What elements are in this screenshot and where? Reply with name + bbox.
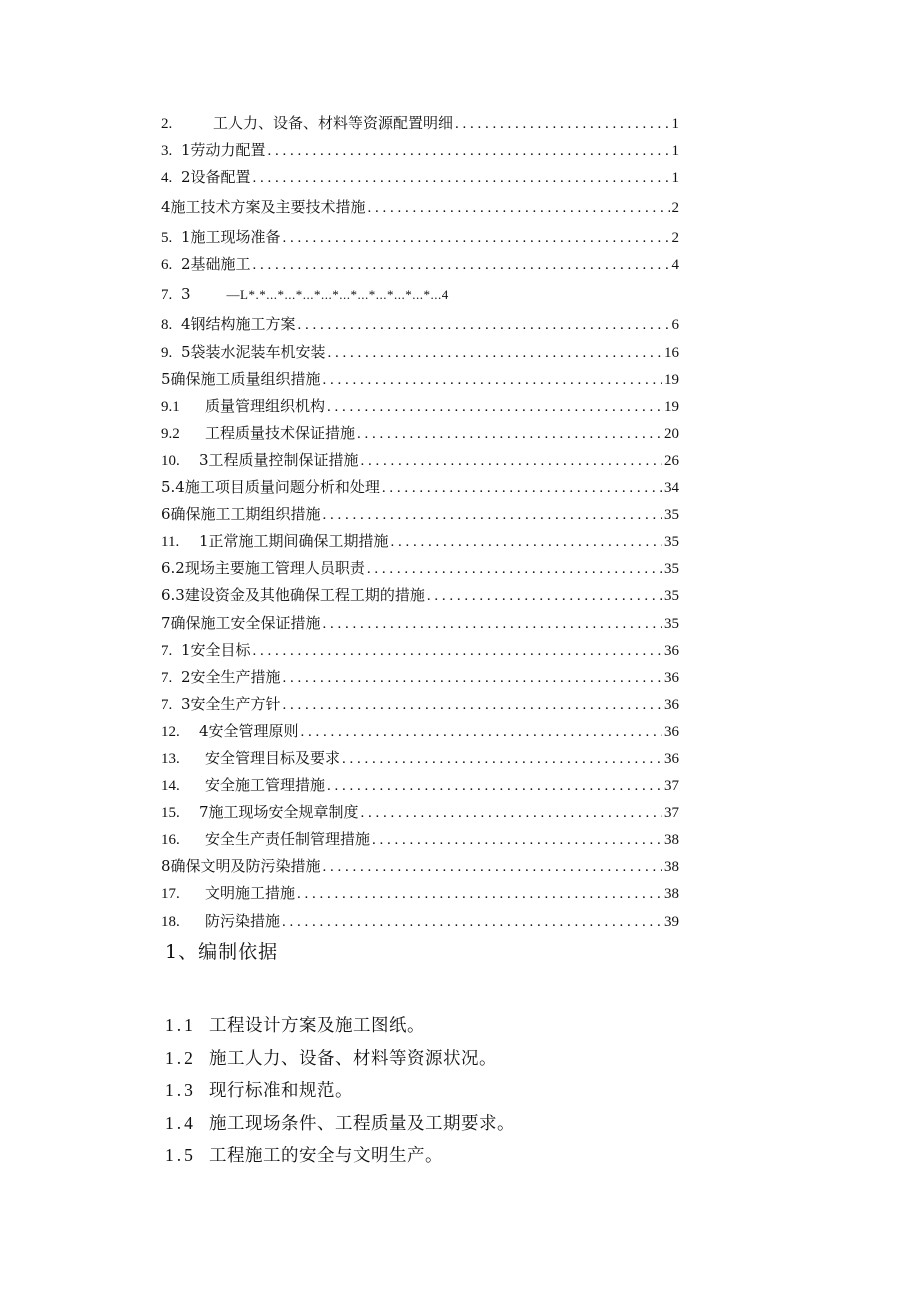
toc-entry-page-number: 19 xyxy=(664,371,679,388)
toc-dot-leader xyxy=(298,312,670,339)
toc-dot-leader xyxy=(327,773,662,800)
toc-entry[interactable] xyxy=(161,278,679,311)
toc-entry[interactable] xyxy=(161,191,679,224)
toc-dot-leader xyxy=(372,827,662,854)
toc-dot-leader xyxy=(357,421,662,448)
toc-entry-number: 7. xyxy=(161,696,173,713)
toc-entry-page-number: 35 xyxy=(664,561,679,578)
toc-entry-title: 1安全目标 xyxy=(181,640,251,659)
basis-item xyxy=(165,1074,515,1107)
toc-entry-number: 3. xyxy=(161,143,173,160)
basis-item xyxy=(165,1107,515,1140)
toc-entry[interactable] xyxy=(161,447,679,474)
toc-dot-leader xyxy=(323,611,662,638)
toc-entry-number: 5. xyxy=(161,230,173,247)
toc-entry-page-number: 38 xyxy=(664,859,679,876)
toc-entry-title: 6确保施工工期组织措施 xyxy=(161,505,321,524)
toc-entry-page-number: 34 xyxy=(664,480,679,497)
toc-entry-page-number: 26 xyxy=(664,452,679,469)
toc-entry[interactable] xyxy=(161,311,679,338)
toc-dot-leader xyxy=(342,746,662,773)
toc-entry-page-number: 35 xyxy=(664,534,679,551)
toc-entry[interactable] xyxy=(161,664,679,691)
toc-entry[interactable] xyxy=(161,853,679,880)
toc-entry-page-number: 35 xyxy=(664,507,679,524)
toc-entry-page-number: 36 xyxy=(664,723,679,740)
toc-entry[interactable] xyxy=(161,366,679,393)
toc-entry-title: 4钢结构施工方案 xyxy=(181,315,296,334)
toc-entry-number: 9.1 xyxy=(161,398,180,415)
toc-entry-page-number: 20 xyxy=(664,425,679,442)
toc-entry[interactable] xyxy=(161,224,679,251)
toc-dot-leader xyxy=(361,800,662,827)
toc-entry-number: 16. xyxy=(161,832,180,849)
toc-dot-leader xyxy=(323,502,662,529)
toc-dot-leader xyxy=(253,165,670,192)
toc-entry-title: 3安全生产方针 xyxy=(181,694,281,713)
toc-dot-leader xyxy=(283,692,662,719)
toc-entry[interactable] xyxy=(161,718,679,745)
toc-entry-number: 7. xyxy=(161,287,173,304)
toc-entry[interactable] xyxy=(161,880,679,907)
toc-entry-number: 7. xyxy=(161,642,173,659)
toc-entry[interactable] xyxy=(161,164,679,191)
toc-entry-number: 18. xyxy=(161,913,180,930)
toc-entry-title: 5.4施工项目质量问题分析和处理 xyxy=(161,478,380,497)
toc-entry[interactable] xyxy=(161,393,679,420)
toc-entry-garbled-leader: —L*.*...*...*...*...*...*...*...*...*...*...4 xyxy=(226,287,449,303)
toc-entry-number: 17. xyxy=(161,886,180,903)
toc-entry-page-number: 2 xyxy=(671,200,679,217)
toc-entry-page-number: 36 xyxy=(664,669,679,686)
toc-entry-page-number: 6 xyxy=(671,317,679,334)
toc-entry-page-number: 35 xyxy=(664,615,679,632)
toc-entry[interactable] xyxy=(161,610,679,637)
basis-item-number: 1.2 xyxy=(165,1047,196,1068)
toc-entry-page-number: 36 xyxy=(664,642,679,659)
basis-item-number: 1.4 xyxy=(165,1112,196,1133)
toc-entry-page-number: 1 xyxy=(671,116,679,132)
basis-item-text: 工程设计方案及施工图纸。 xyxy=(209,1016,425,1036)
toc-entry-page-number: 2 xyxy=(671,230,679,247)
toc-dot-leader xyxy=(327,394,662,421)
toc-entry[interactable] xyxy=(161,420,679,447)
toc-entry-title: 1劳动力配置 xyxy=(181,141,266,160)
toc-entry-page-number: 37 xyxy=(664,778,679,795)
toc-entry-title: 安全管理目标及要求 xyxy=(205,748,341,767)
toc-dot-leader xyxy=(283,665,662,692)
toc-entry-title: 1正常施工期间确保工期措施 xyxy=(199,532,389,551)
toc-entry[interactable] xyxy=(161,110,679,137)
toc-entry-title: 3工程质量控制保证措施 xyxy=(199,450,359,469)
toc-entry[interactable] xyxy=(161,637,679,664)
toc-entry-title: 6.3建设资金及其他确保工程工期的措施 xyxy=(161,586,425,605)
toc-entry-page-number: 36 xyxy=(664,696,679,713)
toc-entry-title: 防污染措施 xyxy=(205,911,281,930)
toc-entry-title: 文明施工措施 xyxy=(205,884,296,903)
toc-entry-page-number: 38 xyxy=(664,832,679,849)
toc-entry[interactable] xyxy=(161,691,679,718)
toc-entry[interactable] xyxy=(161,826,679,853)
toc-entry-number: 13. xyxy=(161,750,180,767)
toc-entry-page-number: 35 xyxy=(664,588,679,605)
toc-entry[interactable] xyxy=(161,137,679,164)
toc-dot-leader xyxy=(297,881,662,908)
basis-item-text: 现行标准和规范。 xyxy=(209,1081,353,1102)
toc-entry-title: 安全施工管理措施 xyxy=(205,776,326,795)
toc-entry-number: 9.2 xyxy=(161,425,180,442)
toc-entry[interactable] xyxy=(161,474,679,501)
toc-entry[interactable] xyxy=(161,582,679,609)
toc-entry[interactable] xyxy=(161,528,679,555)
compilation-basis-list xyxy=(165,1009,515,1172)
toc-entry-title: 7施工现场安全规章制度 xyxy=(199,803,359,822)
toc-entry-title: 工程质量技术保证措施 xyxy=(205,423,356,442)
toc-entry-title: 3 xyxy=(181,285,191,304)
toc-dot-leader xyxy=(427,583,662,610)
toc-entry-number: 8. xyxy=(161,317,173,334)
toc-entry-number: 9. xyxy=(161,344,173,361)
toc-entry-page-number: 4 xyxy=(671,257,679,274)
toc-entry-number: 14. xyxy=(161,778,180,795)
toc-entry[interactable] xyxy=(161,555,679,582)
toc-entry-page-number: 1 xyxy=(671,143,679,160)
basis-item-text: 工程施工的安全与文明生产。 xyxy=(209,1146,443,1167)
toc-entry-title: 5确保施工质量组织措施 xyxy=(161,369,321,388)
toc-dot-leader xyxy=(268,138,670,165)
toc-dot-leader xyxy=(282,909,662,936)
toc-entry-title: 质量管理组织机构 xyxy=(205,396,326,415)
toc-dot-leader xyxy=(253,252,670,279)
toc-entry-title: 8确保文明及防污染措施 xyxy=(161,857,321,876)
toc-entry-page-number: 37 xyxy=(664,805,679,822)
toc-entry-page-number: 19 xyxy=(664,398,679,415)
toc-entry-number: 12. xyxy=(161,723,180,740)
toc-entry-number: 4. xyxy=(161,170,173,187)
toc-dot-leader xyxy=(391,529,662,556)
toc-entry[interactable] xyxy=(161,339,679,366)
toc-entry-title: 安全生产责任制管理措施 xyxy=(205,830,371,849)
toc-entry[interactable] xyxy=(161,908,679,935)
toc-entry-page-number: 38 xyxy=(664,886,679,903)
toc-entry-page-number: 16 xyxy=(664,344,679,361)
basis-item xyxy=(165,1009,515,1042)
basis-item-text: 施工人力、设备、材料等资源状况。 xyxy=(209,1048,497,1069)
toc-entry-page-number: 39 xyxy=(664,913,679,930)
basis-item xyxy=(165,1139,515,1172)
toc-entry-title: 6.2现场主要施工管理人员职责 xyxy=(161,559,365,578)
toc-entry-page-number: 1 xyxy=(671,170,679,187)
toc-entry-number: 7. xyxy=(161,669,173,686)
toc-dot-leader xyxy=(361,448,662,475)
toc-dot-leader xyxy=(368,192,670,225)
toc-entry-title: 4施工技术方案及主要技术措施 xyxy=(161,198,366,217)
toc-dot-leader xyxy=(367,556,662,583)
toc-entry-title: 4安全管理原则 xyxy=(199,721,299,740)
toc-entry-number: 15. xyxy=(161,805,180,822)
basis-item xyxy=(165,1042,515,1075)
toc-entry[interactable] xyxy=(161,745,679,772)
basis-item-number: 1.3 xyxy=(165,1080,196,1101)
toc-entry-title: 5袋装水泥装车机安装 xyxy=(181,342,326,361)
toc-dot-leader xyxy=(455,111,669,138)
toc-entry-number: 6. xyxy=(161,257,173,274)
toc-dot-leader xyxy=(301,719,662,746)
toc-entry[interactable] xyxy=(161,251,679,278)
toc-entry-number: 10. xyxy=(161,452,180,469)
toc-entry[interactable] xyxy=(161,501,679,528)
toc-dot-leader xyxy=(323,367,662,394)
section-heading: 1、编制依据 xyxy=(165,941,279,963)
toc-dot-leader xyxy=(328,340,662,367)
toc-entry-number: 11. xyxy=(161,534,180,551)
toc-dot-leader xyxy=(283,225,670,252)
toc-entry-title: 1施工现场准备 xyxy=(181,228,281,247)
basis-item-number: 1.1 xyxy=(165,1015,196,1035)
toc-entry-title: 7确保施工安全保证措施 xyxy=(161,613,321,632)
basis-item-text: 施工现场条件、工程质量及工期要求。 xyxy=(209,1113,515,1134)
toc-entry-title: 2基础施工 xyxy=(181,255,251,274)
toc-entry-title: 工人力、设备、材料等资源配置明细 xyxy=(213,114,454,132)
toc-dot-leader xyxy=(382,475,662,502)
toc-entry-title: 2安全生产措施 xyxy=(181,667,281,686)
toc-dot-leader xyxy=(253,638,662,665)
toc-entry-page-number: 36 xyxy=(664,750,679,767)
basis-item-number: 1.5 xyxy=(165,1145,196,1166)
toc-entry[interactable] xyxy=(161,772,679,799)
toc-dot-leader xyxy=(323,854,662,881)
toc-entry[interactable] xyxy=(161,799,679,826)
table-of-contents xyxy=(161,110,679,935)
toc-entry-number: 2. xyxy=(161,116,173,132)
toc-entry-title: 2设备配置 xyxy=(181,168,251,187)
